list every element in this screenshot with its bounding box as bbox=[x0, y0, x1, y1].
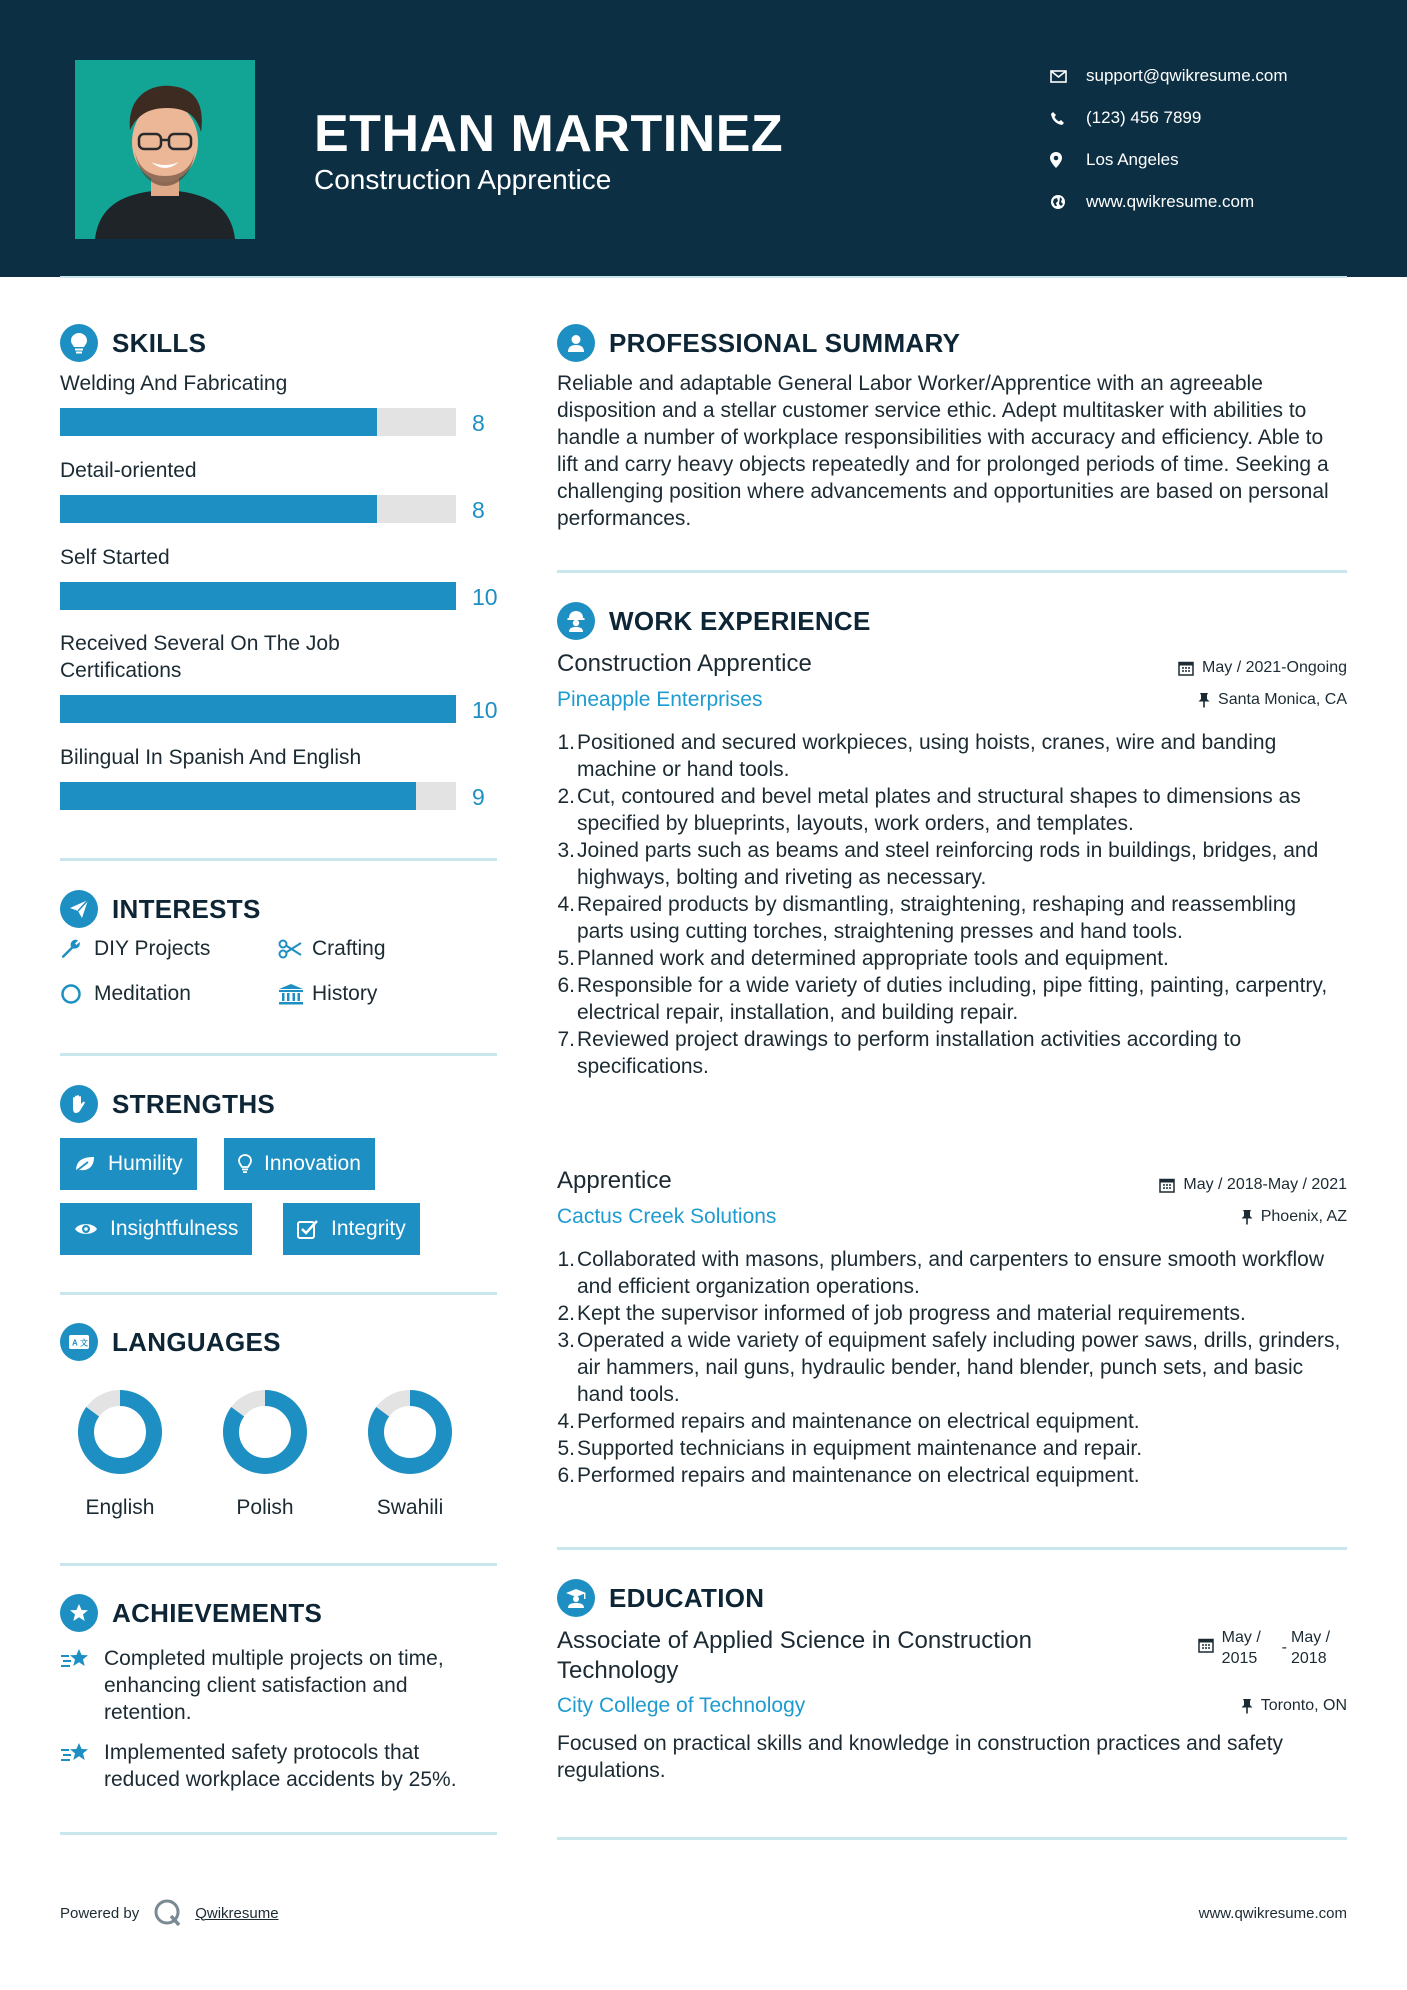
shooting-star-icon bbox=[60, 1739, 104, 1793]
job-dates bbox=[1178, 659, 1347, 677]
languages-title: LANGUAGES bbox=[112, 1326, 281, 1357]
section-divider bbox=[60, 1292, 497, 1295]
phone-icon bbox=[1050, 111, 1086, 126]
education-title: EDUCATION bbox=[609, 1582, 765, 1613]
strength-tag bbox=[60, 1138, 197, 1190]
skill-label: Self Started bbox=[60, 546, 170, 569]
duty-item: 5. Planned work and determined appropriate tools and equipment. bbox=[557, 947, 1169, 970]
skill-label: Detail-oriented bbox=[60, 459, 197, 482]
svg-text:A: A bbox=[72, 1338, 78, 1348]
lightbulb-icon bbox=[238, 1154, 252, 1174]
duty-item: 6. Performed repairs and maintenance on electrical equipment. bbox=[557, 1464, 1140, 1487]
duty-item: 4. Performed repairs and maintenance on electrical equipment. bbox=[557, 1410, 1140, 1433]
svg-text:文: 文 bbox=[80, 1338, 88, 1348]
job-location bbox=[1198, 691, 1347, 709]
section-divider bbox=[557, 570, 1347, 573]
language-ring bbox=[205, 1387, 325, 1477]
skills-heading bbox=[60, 324, 206, 362]
date-separator: - bbox=[1281, 1639, 1287, 1656]
hand-icon bbox=[60, 1085, 98, 1123]
duty-text: Responsible for a wide variety of duties including, pipe fitting, painting, carpentry, electrical repair, installation, and building repair. bbox=[577, 974, 1328, 1024]
interest-label: Meditation bbox=[94, 982, 191, 1005]
pushpin-icon bbox=[1241, 1209, 1253, 1225]
powered-by-text: Powered by bbox=[60, 1904, 140, 1922]
duty-text: Kept the supervisor informed of job progress and material requirements. bbox=[577, 1302, 1246, 1325]
duty-list bbox=[557, 729, 1347, 1080]
language-item bbox=[60, 1387, 180, 1520]
duty-item: 6. Responsible for a wide variety of duties including, pipe fitting, painting, carpentry, electrical repair, installation, and building repair. bbox=[557, 972, 1347, 1026]
qwikresume-logo-icon bbox=[153, 1898, 183, 1928]
graduate-icon bbox=[557, 1579, 595, 1617]
star-badge-icon bbox=[60, 1594, 98, 1632]
skill-label: Received Several On The Job Certifications bbox=[60, 632, 340, 682]
duty-text: Performed repairs and maintenance on electrical equipment. bbox=[577, 1410, 1140, 1433]
section-divider bbox=[557, 1837, 1347, 1840]
skill-bar-fill bbox=[60, 495, 377, 523]
strengths-title: STRENGTHS bbox=[112, 1088, 276, 1119]
education-description: Focused on practical skills and knowledge in construction practices and safety regulations. bbox=[557, 1732, 1284, 1782]
language-item bbox=[350, 1387, 470, 1520]
contact-phone bbox=[1050, 97, 1288, 139]
language-label: Swahili bbox=[376, 1496, 444, 1519]
wrench-icon bbox=[60, 938, 94, 960]
job-location-text: Phoenix, AZ bbox=[1260, 1208, 1347, 1225]
contact-email bbox=[1050, 55, 1288, 97]
skill-bar-fill bbox=[60, 695, 456, 723]
skill-bar-fill bbox=[60, 408, 377, 436]
duty-item: 4. Repaired products by dismantling, straightening, reshaping and reassembling parts using cutting torches, straightening presses and hand tools. bbox=[557, 891, 1347, 945]
language-item bbox=[205, 1387, 325, 1520]
language-ring bbox=[350, 1387, 470, 1477]
pushpin-icon bbox=[1198, 692, 1210, 708]
skill-bar bbox=[60, 408, 456, 436]
skill-bar bbox=[60, 582, 456, 610]
interest-item bbox=[60, 982, 191, 1006]
education-location bbox=[1241, 1697, 1347, 1715]
degree-title: Associate of Applied Science in Construction Technology bbox=[557, 1627, 1032, 1684]
skill-bar bbox=[60, 495, 456, 523]
section-divider bbox=[60, 858, 497, 861]
lightbulb-icon bbox=[60, 324, 98, 362]
candidate-name: ETHAN MARTINEZ bbox=[314, 105, 784, 163]
interest-item bbox=[60, 937, 210, 961]
globe-icon bbox=[1050, 194, 1086, 210]
duty-item: 3. Joined parts such as beams and steel reinforcing rods in buildings, bridges, and highways, bolting and riveting as necessary. bbox=[557, 837, 1347, 891]
section-divider bbox=[60, 1832, 497, 1835]
strengths-heading bbox=[60, 1085, 275, 1123]
interest-item bbox=[278, 982, 377, 1006]
contact-phone-text: (123) 456 7899 bbox=[1086, 108, 1202, 127]
duty-item: 1. Positioned and secured workpieces, using hoists, cranes, wire and banding machine or hand tools. bbox=[557, 729, 1347, 783]
achievement-text: Implemented safety protocols that reduced workplace accidents by 25%. bbox=[104, 1741, 457, 1791]
company-name[interactable]: Pineapple Enterprises bbox=[557, 688, 763, 711]
language-label: English bbox=[85, 1496, 155, 1519]
map-pin-icon bbox=[1050, 152, 1086, 168]
skill-value: 10 bbox=[472, 697, 498, 723]
skill-bar bbox=[60, 782, 456, 810]
interest-item bbox=[278, 937, 386, 961]
achievement-item bbox=[60, 1645, 500, 1726]
footer-website[interactable]: www.qwikresume.com bbox=[1198, 1905, 1347, 1922]
duty-text: Collaborated with masons, plumbers, and carpenters to ensure smooth workflow and efficient organization operations. bbox=[577, 1248, 1325, 1298]
duty-item: 7. Reviewed project drawings to perform installation activities according to specifications. bbox=[557, 1026, 1347, 1080]
experience-title: WORK EXPERIENCE bbox=[609, 605, 871, 636]
skill-value: 10 bbox=[472, 584, 498, 610]
education-location-text: Toronto, ON bbox=[1260, 1697, 1347, 1714]
duty-text: Supported technicians in equipment maintenance and repair. bbox=[577, 1437, 1143, 1460]
calendar-icon bbox=[1198, 1637, 1214, 1653]
strength-label: Integrity bbox=[331, 1217, 406, 1240]
achievement-text: Completed multiple projects on time, enhancing client satisfaction and retention. bbox=[104, 1647, 444, 1724]
strength-label: Insightfulness bbox=[110, 1217, 239, 1240]
qwikresume-link[interactable]: Qwikresume bbox=[195, 1904, 279, 1922]
strength-label: Humility bbox=[108, 1152, 183, 1175]
skill-value: 8 bbox=[472, 497, 485, 523]
duty-text: Reviewed project drawings to perform installation activities according to specifications. bbox=[577, 1028, 1242, 1078]
scissors-icon bbox=[278, 939, 312, 959]
eye-icon bbox=[74, 1221, 98, 1237]
interest-label: DIY Projects bbox=[94, 937, 211, 960]
resume-header bbox=[0, 0, 1407, 277]
job-dates-text: May / 2021-Ongoing bbox=[1202, 659, 1347, 676]
education-end: May / 2018 bbox=[1291, 1629, 1331, 1667]
language-label: Polish bbox=[236, 1496, 294, 1519]
achievements-title: ACHIEVEMENTS bbox=[112, 1597, 323, 1628]
education-start: May / 2015 bbox=[1221, 1629, 1261, 1667]
language-icon bbox=[60, 1323, 98, 1361]
job-title: Construction Apprentice bbox=[557, 650, 812, 677]
strength-label: Innovation bbox=[264, 1152, 361, 1175]
languages-heading bbox=[60, 1323, 281, 1361]
pushpin-icon bbox=[1241, 1698, 1253, 1714]
strength-tag bbox=[60, 1203, 252, 1255]
duty-text: Performed repairs and maintenance on electrical equipment. bbox=[577, 1464, 1140, 1487]
education-heading bbox=[557, 1579, 764, 1617]
duty-text: Positioned and secured workpieces, using hoists, cranes, wire and banding machine or hand tools. bbox=[577, 731, 1277, 781]
contact-website bbox=[1050, 181, 1288, 223]
duty-item: 1. Collaborated with masons, plumbers, and carpenters to ensure smooth workflow and efficient organization operations. bbox=[557, 1246, 1347, 1300]
interest-label: History bbox=[312, 982, 378, 1005]
skill-value: 8 bbox=[472, 410, 485, 436]
duty-item: 5. Supported technicians in equipment maintenance and repair. bbox=[557, 1437, 1143, 1460]
skill-label: Bilingual In Spanish And English bbox=[60, 746, 362, 769]
user-icon bbox=[557, 324, 595, 362]
section-divider bbox=[60, 1563, 497, 1566]
calendar-icon bbox=[1178, 660, 1194, 676]
worker-icon bbox=[557, 602, 595, 640]
duty-item: 3. Operated a wide variety of equipment safely including power saws, drills, grinders, air hammers, nail guns, hydraulic bender, hand blender, punch sets, and basic hand tools. bbox=[557, 1327, 1347, 1408]
skill-value: 9 bbox=[472, 784, 485, 810]
skills-title: SKILLS bbox=[112, 327, 207, 358]
duty-text: Operated a wide variety of equipment safely including power saws, drills, grinders, air hammers, nail guns, hydraulic bender, hand blender, punch sets, and basic hand tools. bbox=[577, 1329, 1341, 1406]
section-divider bbox=[60, 1053, 497, 1056]
skill-label: Welding And Fabricating bbox=[60, 372, 288, 395]
duty-text: Cut, contoured and bevel metal plates and structural shapes to dimensions as specified by blueprints, layouts, work orders, and templates. bbox=[577, 785, 1301, 835]
education-dates bbox=[1198, 1627, 1347, 1669]
footer-powered-by bbox=[60, 1898, 279, 1928]
interest-label: Crafting bbox=[312, 937, 386, 960]
strength-tag bbox=[283, 1203, 420, 1255]
calendar-icon bbox=[1159, 1177, 1175, 1193]
skill-bar-fill bbox=[60, 782, 416, 810]
language-ring bbox=[60, 1387, 180, 1477]
interests-title: INTERESTS bbox=[112, 893, 261, 924]
job-dates-text: May / 2018-May / 2021 bbox=[1183, 1176, 1347, 1193]
summary-text: Reliable and adaptable General Labor Worker/Apprentice with an agreeable disposition and a stellar customer service ethic. Adept multitasker with abilities to handle a number of workplace responsibilities with accuracy and efficiency. Able to lift and carry heavy objects repeatedly and for prolonged periods of time. Seeking a challenging position where advancements and opportunities are based on personal performances. bbox=[557, 372, 1329, 530]
paper-plane-icon bbox=[60, 890, 98, 928]
school-name[interactable]: City College of Technology bbox=[557, 1694, 806, 1717]
job-title: Apprentice bbox=[557, 1167, 672, 1194]
summary-title: PROFESSIONAL SUMMARY bbox=[609, 327, 961, 358]
job-location bbox=[1241, 1208, 1347, 1226]
achievements-heading bbox=[60, 1594, 322, 1632]
experience-heading bbox=[557, 602, 871, 640]
duty-text: Planned work and determined appropriate tools and equipment. bbox=[577, 947, 1169, 970]
contact-location bbox=[1050, 139, 1288, 181]
contact-location-text: Los Angeles bbox=[1086, 150, 1179, 169]
contact-website-text[interactable]: www.qwikresume.com bbox=[1086, 192, 1255, 211]
interests-heading bbox=[60, 890, 261, 928]
summary-heading bbox=[557, 324, 960, 362]
envelope-icon bbox=[1050, 70, 1086, 83]
circle-icon bbox=[60, 983, 94, 1005]
profile-photo bbox=[75, 60, 255, 239]
duty-text: Joined parts such as beams and steel reinforcing rods in buildings, bridges, and highways, bolting and riveting as necessary. bbox=[577, 839, 1319, 889]
job-location-text: Santa Monica, CA bbox=[1218, 691, 1347, 708]
skill-bar-fill bbox=[60, 582, 456, 610]
candidate-role: Construction Apprentice bbox=[314, 164, 612, 195]
job-dates bbox=[1159, 1176, 1347, 1194]
duty-item: 2. Cut, contoured and bevel metal plates and structural shapes to dimensions as specified by blueprints, layouts, work orders, and templates. bbox=[557, 783, 1347, 837]
museum-icon bbox=[278, 983, 312, 1005]
shooting-star-icon bbox=[60, 1645, 104, 1726]
duty-item: 2. Kept the supervisor informed of job progress and material requirements. bbox=[557, 1302, 1246, 1325]
strength-tag bbox=[224, 1138, 375, 1190]
header-divider bbox=[60, 276, 1347, 278]
check-square-icon bbox=[297, 1219, 319, 1239]
skill-bar bbox=[60, 695, 456, 723]
contact-email-text[interactable]: support@qwikresume.com bbox=[1086, 66, 1288, 85]
duty-text: Repaired products by dismantling, straightening, reshaping and reassembling parts using cutting torches, straightening presses and hand tools. bbox=[577, 893, 1297, 943]
section-divider bbox=[557, 1547, 1347, 1550]
achievement-item bbox=[60, 1739, 500, 1793]
company-name[interactable]: Cactus Creek Solutions bbox=[557, 1205, 777, 1228]
leaf-icon bbox=[74, 1155, 96, 1173]
duty-list bbox=[557, 1246, 1347, 1489]
contact-list bbox=[1050, 55, 1288, 223]
